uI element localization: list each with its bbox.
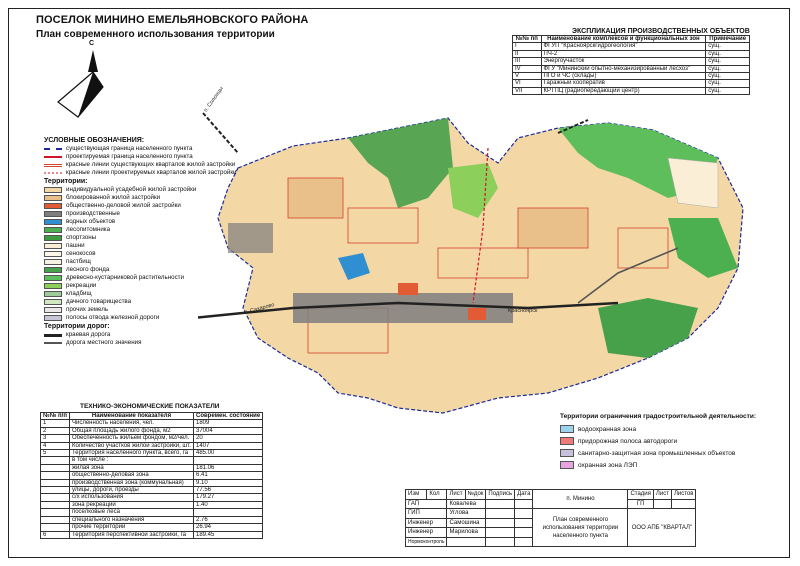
tep-cell: жилая зона bbox=[69, 464, 193, 471]
legend-territory-item bbox=[44, 258, 264, 266]
tep-cell: 181.06 bbox=[193, 464, 262, 471]
explication-row bbox=[513, 43, 750, 50]
legend-road-label: дорога местного значения bbox=[66, 339, 142, 346]
explication-cell: сущ. bbox=[706, 73, 750, 80]
tep-cell: 485.00 bbox=[193, 450, 262, 457]
tep-cell: 20 bbox=[193, 435, 262, 442]
tep-row bbox=[41, 450, 263, 457]
tep-cell bbox=[41, 516, 70, 523]
explication-cell: КРТПЦ (радиопередающий центр) bbox=[541, 87, 706, 94]
stamp-name-3: Марилова bbox=[447, 528, 486, 538]
stamp-h-sheets: Листов bbox=[671, 490, 696, 500]
legend-territory-label: сенокосов bbox=[66, 250, 96, 257]
legend-line-swatch bbox=[44, 148, 62, 150]
tep-cell bbox=[41, 472, 70, 479]
tep-cell bbox=[41, 524, 70, 531]
tep-col-name: Наименование показателя bbox=[69, 413, 193, 420]
tep-cell: 4 bbox=[41, 442, 70, 449]
legend-swatch bbox=[44, 227, 62, 233]
stamp-h-list: Лист bbox=[447, 490, 465, 500]
tep-title: ТЕХНИКО-ЭКОНОМИЧЕСКИЕ ПОКАЗАТЕЛИ bbox=[80, 403, 220, 410]
legend-heading: УСЛОВНЫЕ ОБОЗНАЧЕНИЯ: bbox=[44, 137, 145, 144]
tep-row bbox=[41, 457, 263, 464]
tep-table bbox=[40, 412, 263, 539]
map-legend bbox=[44, 136, 264, 347]
legend-swatch bbox=[44, 235, 62, 241]
tep-row bbox=[41, 501, 263, 508]
tep-row bbox=[41, 479, 263, 486]
legend-swatch bbox=[44, 195, 62, 201]
stamp-role-2: Инженер bbox=[406, 518, 447, 528]
stamp-stage: ГП bbox=[628, 499, 653, 509]
explication-cell: сущ. bbox=[706, 65, 750, 72]
tep-cell: Количество участков жилой застройки, шт. bbox=[69, 442, 193, 449]
stamp-h-kol: Кол bbox=[427, 490, 447, 500]
restriction-swatch bbox=[560, 437, 574, 445]
legend-road-item bbox=[44, 331, 264, 339]
legend-line-label: существующая граница населенного пункта bbox=[66, 145, 193, 152]
legend-territory-item bbox=[44, 266, 264, 274]
explication-cell: I bbox=[513, 43, 542, 50]
legend-territory-label: водных объектов bbox=[66, 218, 116, 225]
tep-cell: Территория населенного пункта, всего, га bbox=[69, 450, 193, 457]
tep-cell: 1 bbox=[41, 420, 70, 427]
legend-territory-label: индивидуальной усадебной жилой застройки bbox=[66, 186, 197, 193]
stamp-role-4: Нормоконтроль bbox=[406, 537, 447, 547]
legend-swatch bbox=[44, 299, 62, 305]
restriction-swatch bbox=[560, 449, 574, 457]
tep-row bbox=[41, 494, 263, 501]
tep-cell: 1407 bbox=[193, 442, 262, 449]
tep-cell: прочие территории bbox=[69, 524, 193, 531]
legend-line-item bbox=[44, 161, 264, 169]
tep-cell bbox=[41, 457, 70, 464]
tep-row bbox=[41, 420, 263, 427]
stamp-h-date: Дата bbox=[515, 490, 533, 500]
expl-col-note: Примечание bbox=[706, 36, 750, 43]
tep-cell: 1809 bbox=[193, 420, 262, 427]
legend-road-swatch bbox=[44, 334, 62, 337]
legend-territory-item bbox=[44, 314, 264, 322]
legend-swatch bbox=[44, 259, 62, 265]
legend-territory-label: полосы отвода железной дороги bbox=[66, 314, 160, 321]
explication-cell: сущ. bbox=[706, 50, 750, 57]
tep-cell: поселковые леса bbox=[69, 509, 193, 516]
explication-row bbox=[513, 65, 750, 72]
tep-cell bbox=[41, 494, 70, 501]
stamp-h-sign: Подпись bbox=[486, 490, 515, 500]
tep-cell bbox=[41, 509, 70, 516]
stamp-name-1: Углова bbox=[447, 509, 486, 519]
tep-cell: 77.56 bbox=[193, 487, 262, 494]
road-label-e: Красноярск bbox=[508, 308, 538, 314]
legend-territory-label: рекреации bbox=[66, 282, 97, 289]
explication-row bbox=[513, 87, 750, 94]
tep-cell: улицы, дороги, проезды bbox=[69, 487, 193, 494]
legend-territory-item bbox=[44, 210, 264, 218]
stamp-project: п. Минино bbox=[533, 490, 628, 509]
legend-line-label: проектируемая граница населенного пункта bbox=[66, 153, 193, 160]
legend-line-label: красные линии существующих кварталов жилой застройки bbox=[66, 161, 236, 168]
tep-row bbox=[41, 464, 263, 471]
stamp-h-ndoc: №док bbox=[465, 490, 486, 500]
explication-cell: Энергоучасток bbox=[541, 58, 706, 65]
stamp-h-izm: Изм bbox=[406, 490, 427, 500]
restriction-item bbox=[560, 447, 756, 459]
tep-cell bbox=[41, 464, 70, 471]
legend-territory-label: лесопитомника bbox=[66, 226, 111, 233]
tep-cell: в том числе : bbox=[69, 457, 193, 464]
explication-cell: сущ. bbox=[706, 58, 750, 65]
legend-swatch bbox=[44, 187, 62, 193]
explication-cell: V bbox=[513, 73, 542, 80]
legend-territory-label: дачного товарищества bbox=[66, 298, 132, 305]
restriction-swatch bbox=[560, 461, 574, 469]
legend-territory-label: пастбищ bbox=[66, 258, 91, 265]
stamp-h-sheet: Лист bbox=[653, 490, 671, 500]
tep-cell: 3 bbox=[41, 435, 70, 442]
explication-cell: ПЧ-2 bbox=[541, 50, 706, 57]
legend-line-swatch bbox=[44, 156, 62, 158]
tep-cell: производственная зона (коммунальная) bbox=[69, 479, 193, 486]
compass-letter: С bbox=[89, 40, 95, 47]
legend-road-label: краевая дорога bbox=[66, 331, 111, 338]
legend-territory-label: кладбищ bbox=[66, 290, 92, 297]
explication-row bbox=[513, 73, 750, 80]
legend-territory-label: блокированной жилой застройки bbox=[66, 194, 161, 201]
expl-col-num: №№ пп bbox=[513, 36, 542, 43]
legend-territory-item bbox=[44, 194, 264, 202]
tep-cell: 6.41 bbox=[193, 472, 262, 479]
legend-territory-item bbox=[44, 242, 264, 250]
tep-cell bbox=[41, 501, 70, 508]
legend-swatch bbox=[44, 211, 62, 217]
tep-cell: с/х использования bbox=[69, 494, 193, 501]
tep-row bbox=[41, 516, 263, 523]
explication-row bbox=[513, 58, 750, 65]
tep-cell: 2 bbox=[41, 427, 70, 434]
legend-territory-item bbox=[44, 274, 264, 282]
legend-territory-item bbox=[44, 226, 264, 234]
explication-cell: сущ. bbox=[706, 87, 750, 94]
legend-territory-item bbox=[44, 290, 264, 298]
legend-swatch bbox=[44, 203, 62, 209]
restrictions-title: Территории ограничения градостроительной деятельности: bbox=[560, 413, 757, 420]
tep-cell: 2.76 bbox=[193, 516, 262, 523]
legend-territory-item bbox=[44, 186, 264, 194]
legend-line-item bbox=[44, 145, 264, 153]
legend-road-item bbox=[44, 339, 264, 347]
restriction-item bbox=[560, 435, 756, 447]
explication-cell: II bbox=[513, 50, 542, 57]
legend-swatch bbox=[44, 219, 62, 225]
legend-territory-item bbox=[44, 218, 264, 226]
tep-cell: 1.40 bbox=[193, 501, 262, 508]
expl-col-name: Наименование комплексов и функциональных зон bbox=[541, 36, 706, 43]
tep-cell: 9.10 bbox=[193, 479, 262, 486]
tep-row bbox=[41, 472, 263, 479]
restrictions-items bbox=[560, 423, 756, 471]
road-label-w: п. Сахарово bbox=[243, 302, 276, 316]
legend-territory-label: производственные bbox=[66, 210, 120, 217]
restriction-item bbox=[560, 423, 756, 435]
tep-row bbox=[41, 427, 263, 434]
restriction-swatch bbox=[560, 425, 574, 433]
legend-swatch bbox=[44, 243, 62, 249]
explication-cell: ПГО и ЧС (склады) bbox=[541, 73, 706, 80]
legend-line-swatch bbox=[44, 172, 62, 174]
north-arrow-icon bbox=[48, 42, 118, 132]
stamp-role-0: ГАП bbox=[406, 499, 447, 509]
legend-territory-item bbox=[44, 298, 264, 306]
legend-swatch bbox=[44, 307, 62, 313]
restriction-item bbox=[560, 459, 756, 471]
tep-cell bbox=[193, 457, 262, 464]
tep-row bbox=[41, 435, 263, 442]
tep-cell: зона рекреации bbox=[69, 501, 193, 508]
explication-cell: сущ. bbox=[706, 43, 750, 50]
restriction-label: санитарно-защитная зона промышленных объектов bbox=[578, 449, 736, 457]
legend-line-swatch bbox=[44, 164, 62, 167]
legend-line-label: красные линии проектируемых кварталов жилой застройки bbox=[66, 169, 237, 176]
tep-cell: специального назначения bbox=[69, 516, 193, 523]
tep-cell: 179.27 bbox=[193, 494, 262, 501]
restriction-label: охранная зона ЛЭП bbox=[578, 461, 638, 469]
legend-territory-label: пашни bbox=[66, 242, 85, 249]
explication-cell: III bbox=[513, 58, 542, 65]
tep-col-num: №№ п/п bbox=[41, 413, 70, 420]
legend-line-item bbox=[44, 169, 264, 177]
explication-cell: Гаражный кооператив bbox=[541, 80, 706, 87]
tep-row bbox=[41, 531, 263, 538]
explication-table bbox=[512, 35, 750, 95]
stamp-role-3: Инженер bbox=[406, 528, 447, 538]
explication-cell: ФГУП "Красноярскгидрогеология" bbox=[541, 43, 706, 50]
stamp-company: ООО АПБ "КВАРТАЛ" bbox=[628, 509, 696, 547]
legend-roads-heading: Территории дорог: bbox=[44, 323, 110, 330]
legend-swatch bbox=[44, 291, 62, 297]
legend-territory-item bbox=[44, 250, 264, 258]
tep-cell: Территория перспективной застройки, га bbox=[69, 531, 193, 538]
stamp-role-1: ГИП bbox=[406, 509, 447, 519]
explication-cell: ФГУ "Мининский опытно-механизированный лесхоз" bbox=[541, 65, 706, 72]
tep-cell: 189.45 bbox=[193, 531, 262, 538]
land-use-map[interactable] bbox=[198, 108, 788, 433]
explication-cell: сущ. bbox=[706, 80, 750, 87]
stamp-name-2: Самошина bbox=[447, 518, 486, 528]
restriction-label: водоохранная зона bbox=[578, 425, 637, 433]
tep-cell bbox=[41, 479, 70, 486]
legend-territory-label: спортзоны bbox=[66, 234, 97, 241]
legend-swatch bbox=[44, 251, 62, 257]
legend-territory-item bbox=[44, 306, 264, 314]
legend-swatch bbox=[44, 267, 62, 273]
explication-row bbox=[513, 80, 750, 87]
legend-territory-item bbox=[44, 282, 264, 290]
tep-cell bbox=[193, 509, 262, 516]
legend-lines bbox=[44, 145, 264, 177]
tep-col-value: Современ. состояние bbox=[193, 413, 262, 420]
tep-cell: общественно-деловая зона bbox=[69, 472, 193, 479]
legend-swatch bbox=[44, 315, 62, 321]
explication-title: ЭКСПЛИКАЦИЯ ПРОИЗВОДСТВЕННЫХ ОБЪЕКТОВ bbox=[572, 28, 750, 35]
title-block bbox=[405, 489, 696, 547]
tep-cell: Численность населения, чел. bbox=[69, 420, 193, 427]
stamp-drawing-title: План современного использования территории населенного пункта bbox=[533, 509, 628, 547]
legend-territories-heading: Территории: bbox=[44, 178, 88, 185]
explication-row bbox=[513, 50, 750, 57]
legend-swatch bbox=[44, 283, 62, 289]
legend-territory-label: общественно-деловой жилой застройки bbox=[66, 202, 181, 209]
tep-cell: Общая площадь жилого фонда, м2 bbox=[69, 427, 193, 434]
tep-cell: 6 bbox=[41, 531, 70, 538]
legend-territories bbox=[44, 186, 264, 322]
legend-territory-label: древесно-кустарниковой растительности bbox=[66, 274, 184, 281]
restriction-label: придорожная полоса автодороги bbox=[578, 437, 678, 445]
tep-cell bbox=[41, 487, 70, 494]
legend-territory-label: лесного фонда bbox=[66, 266, 110, 273]
legend-territory-item bbox=[44, 202, 264, 210]
map-subtitle: План современного использования территории bbox=[36, 29, 275, 40]
legend-territory-label: прочих земель bbox=[66, 306, 109, 313]
explication-cell: VI bbox=[513, 80, 542, 87]
tep-row bbox=[41, 487, 263, 494]
tep-row bbox=[41, 524, 263, 531]
map-title: ПОСЕЛОК МИНИНО ЕМЕЛЬЯНОВСКОГО РАЙОНА bbox=[36, 14, 309, 26]
legend-territory-item bbox=[44, 234, 264, 242]
tep-cell: Обеспеченность жильем фондом, м2/чел. bbox=[69, 435, 193, 442]
restrictions-legend bbox=[560, 413, 756, 471]
tep-row bbox=[41, 442, 263, 449]
tep-row bbox=[41, 509, 263, 516]
explication-cell: IV bbox=[513, 65, 542, 72]
legend-road-swatch bbox=[44, 342, 62, 344]
tep-cell: 26.94 bbox=[193, 524, 262, 531]
road-label-nw: п. Солонцы bbox=[203, 85, 225, 114]
stamp-h-stage: Стадия bbox=[628, 490, 653, 500]
legend-roads bbox=[44, 331, 264, 347]
stamp-name-0: Ковалева bbox=[447, 499, 486, 509]
tep-cell: 37004 bbox=[193, 427, 262, 434]
legend-line-item bbox=[44, 153, 264, 161]
explication-cell: VII bbox=[513, 87, 542, 94]
legend-swatch bbox=[44, 275, 62, 281]
tep-cell: 5 bbox=[41, 450, 70, 457]
